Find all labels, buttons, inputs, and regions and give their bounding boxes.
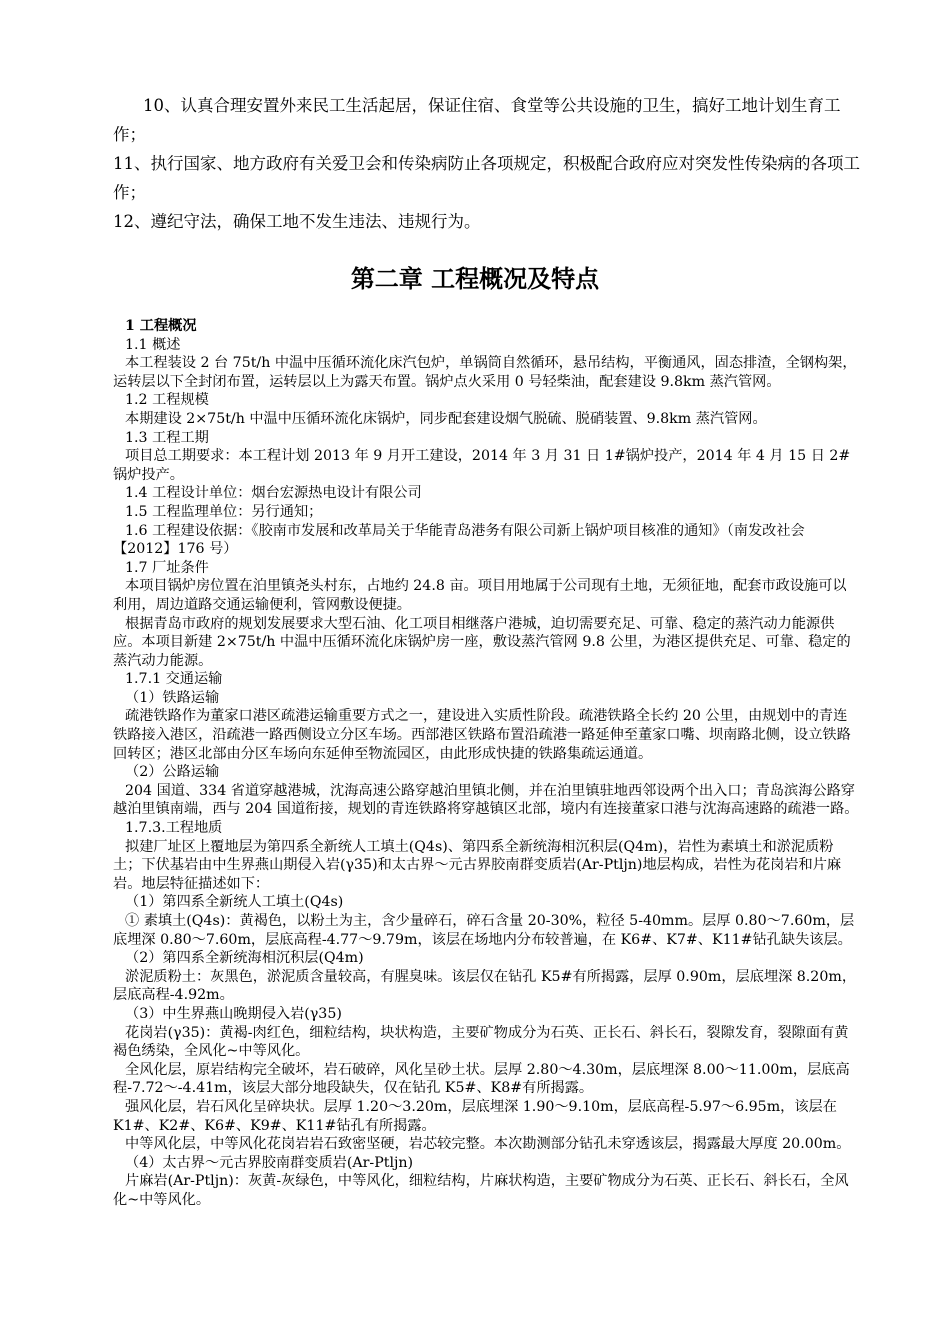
subsection-heading: 1.3 工程工期 — [125, 429, 209, 446]
paragraph: 204 国道、334 省道穿越港城，沈海高速公路穿越泊里镇北侧，并在泊里镇驻地西邻设两个出入口；青岛滨海公路穿越泊里镇南端，西与 204 国道衔接，规划的青连铁路将穿越镇区北部，境内有连接董家口港与沈海高速路的疏港一路。 — [113, 782, 859, 818]
paragraph: 根据青岛市政府的规划发展要求大型石油、化工项目相继落户港城，迫切需要充足、可靠、稳定的蒸汽动力能源供应。本项目新建 2×75t/h 中温中压循环流化床锅炉房一座，敷设蒸汽管网 9.8 公里，为港区提供充足、可靠、稳定的蒸汽动力能源。 — [113, 615, 851, 669]
paragraph: 淤泥质粉土：灰黑色，淤泥质含量较高，有腥臭味。该层仅在钻孔 K5#有所揭露，层厚 0.90m，层底埋深 8.20m，层底高程-4.92m。 — [113, 968, 857, 1004]
paragraph: 强风化层，岩石风化呈碎块状。层厚 1.20～3.20m，层底埋深 1.90～9.10m，层底高程-5.97～6.95m，该层在 K1#、K2#、K6#、K9#、K11#钻孔有所揭露。 — [113, 1098, 837, 1134]
paragraph: 中等风化层，中等风化花岗岩岩石致密坚硬，岩芯较完整。本次勘测部分钻孔未穿透该层，揭露最大厚度 20.00m。 — [125, 1136, 851, 1153]
paragraph: 疏港铁路作为董家口港区疏港运输重要方式之一，建设进入实质性阶段。疏港铁路全长约 20 公里，由规划中的青连铁路接入港区，沿疏港一路西侧设立分区车场。西部港区铁路布置沿疏港一路延伸至董家口嘴、坝南路北侧，设立铁路回转区；港区北部由分区车场向东延伸至物流园区，由此形成快捷的铁路集疏运通道。 — [113, 708, 851, 762]
list-item: 12、遵纪守法，确保工地不发生违法、违规行为。 — [113, 212, 481, 231]
paragraph: 项目总工期要求：本工程计划 2013 年 9 月开工建设，2014 年 3 月 31 日 1#锅炉投产，2014 年 4 月 15 日 2#锅炉投产。 — [113, 448, 851, 483]
paragraph: 本期建设 2×75t/h 中温中压循环流化床锅炉，同步配套建设烟气脱硫、脱硝装置、9.8km 蒸汽管网。 — [125, 410, 767, 427]
paragraph: 本项目锅炉房位置在泊里镇尧头村东，占地约 24.8 亩。项目用地属于公司现有土地，无须征地，配套市政设施可以利用，周边道路交通运输便利，管网敷设便捷。 — [113, 578, 847, 613]
document-body — [113, 317, 860, 1210]
paragraph: 拟建厂址区上覆地层为第四系全新统人工填土(Q4s)、第四系全新统海相沉积层(Q4m)，岩性为素填土和淤泥质粉土；下伏基岩由中生界燕山期侵入岩(γ35)和太古界～元古界胶南群变质岩(Ar-Ptljn)地层构成，岩性为花岗岩和片麻岩。地层特征描述如下： — [113, 838, 842, 892]
paragraph: ① 素填土(Q4s)：黄褐色，以粉土为主，含少量碎石，碎石含量 20-30%，粒径 5-40mm。层厚 0.80～7.60m，层底埋深 0.80～7.60m，层底高程-4.77～9.79m，该层在场地内分布较普遍，在 K6#、K7#、K11#钻孔缺失该层。 — [113, 913, 855, 948]
subsection-heading: （1）第四系全新统人工填土(Q4s) — [125, 894, 344, 911]
paragraph: 片麻岩(Ar-Ptljn)：灰黄-灰绿色，中等风化，细粒结构，片麻状构造，主要矿物成分为石英、正长石、斜长石，全风化~中等风化。 — [113, 1173, 849, 1208]
paragraph: 花岗岩(γ35)：黄褐-肉红色，细粒结构，块状构造，主要矿物成分为石英、正长石、斜长石，裂隙发育，裂隙面有黄褐色绣染，全风化~中等风化。 — [113, 1024, 849, 1060]
subsection-heading: 1.2 工程规模 — [125, 392, 209, 409]
chapter-title: 第二章 工程概况及特点 — [350, 265, 600, 293]
paragraph: 本工程装设 2 台 75t/h 中温中压循环流化床汽包炉，单锅筒自然循环，悬吊结构，平衡通风，固态排渣，全钢构架，运转层以下全封闭布置，运转层以上为露天布置。锅炉点火采用 0 号轻柴油，配套建设 9.8km 蒸汽管网。 — [113, 355, 857, 390]
subsection-heading: 1.1 概述 — [125, 336, 181, 353]
section-heading: 1 工程概况 — [125, 318, 197, 334]
list-item: 10、认真合理安置外来民工生活起居，保证住宿、食堂等公共设施的卫生，搞好工地计划生育工作； — [113, 96, 841, 144]
top-list — [113, 91, 860, 236]
subsection-heading: 1.7.3.工程地质 — [125, 820, 223, 837]
subsection-heading: （4）太古界～元古界胶南群变质岩(Ar-Ptljn) — [125, 1154, 414, 1171]
paragraph: 1.6 工程建设依据：《胶南市发展和改革局关于华能青岛港务有限公司新上锅炉项目核准的通知》（南发改社会【2012】176 号） — [113, 522, 805, 558]
subsection-heading: （1）铁路运输 — [125, 689, 220, 706]
subsection-heading: （2）公路运输 — [125, 764, 220, 781]
paragraph: 全风化层，原岩结构完全破坏，岩石破碎，风化呈砂土状。层厚 2.80～4.30m，层底埋深 8.00～11.00m，层底高程-7.72～-4.41m，该层大部分地段缺失，仅在钻孔 K5#、K8#有所揭露。 — [113, 1061, 850, 1097]
subsection-heading: 1.5 工程监理单位：另行通知； — [125, 503, 323, 520]
list-item: 11、执行国家、地方政府有关爱卫会和传染病防止各项规定，积极配合政府应对突发性传染病的各项工作； — [113, 154, 860, 202]
subsection-heading: 1.7.1 交通运输 — [125, 671, 223, 688]
subsection-heading: （3）中生界燕山晚期侵入岩(γ35) — [125, 1005, 342, 1022]
subsection-heading: 1.4 工程设计单位：烟台宏源热电设计有限公司 — [125, 485, 422, 502]
subsection-heading: （2）第四系全新统海相沉积层(Q4m) — [125, 950, 364, 967]
subsection-heading: 1.7 厂址条件 — [125, 559, 209, 576]
